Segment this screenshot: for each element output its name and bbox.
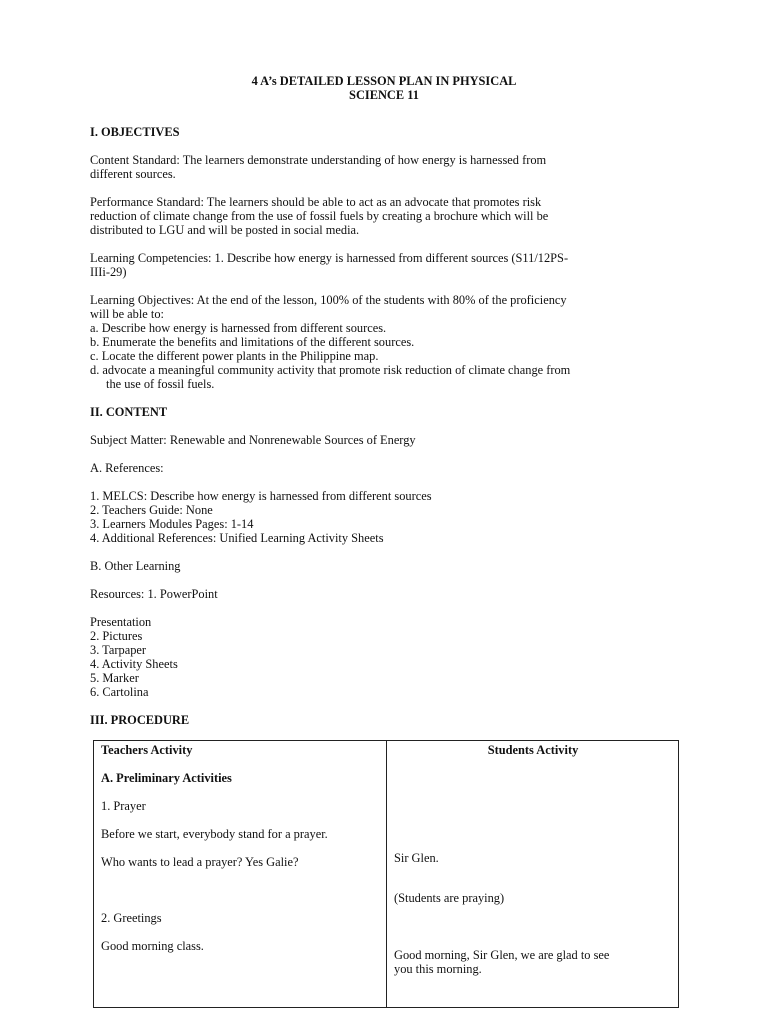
student-line-sir-glen: Sir Glen. [394,851,439,865]
presentation-line: Presentation [90,615,152,629]
document-title-line-1: 4 A’s DETAILED LESSON PLAN IN PHYSICAL [251,74,517,88]
learning-competencies-line-2: IIIi-29) [90,265,127,279]
teacher-line-good-morning: Good morning class. [101,939,204,953]
content-standard-line-2: different sources. [90,167,176,181]
objective-item-d: d. advocate a meaningful community activity that promote risk reduction of climate change from [90,363,571,377]
resource-item: 4. Activity Sheets [90,657,178,671]
reference-item: 2. Teachers Guide: None [90,503,213,517]
teacher-line-stand: Before we start, everybody stand for a prayer. [101,827,328,841]
learning-objectives-line-1: Learning Objectives: At the end of the lesson, 100% of the students with 80% of the proficiency [90,293,567,307]
preliminary-activities: A. Preliminary Activities [101,771,232,785]
performance-standard-line-1: Performance Standard: The learners should be able to act as an advocate that promotes risk [90,195,542,209]
greetings-step: 2. Greetings [101,911,162,925]
references-heading: A. References: [90,461,164,475]
reference-item: 3. Learners Modules Pages: 1-14 [90,517,254,531]
other-learning-heading: B. Other Learning [90,559,181,573]
document-title-line-2: SCIENCE 11 [349,88,419,102]
objective-item-d-continued: the use of fossil fuels. [106,377,215,391]
content-standard-line-1: Content Standard: The learners demonstrate understanding of how energy is harnessed from [90,153,547,167]
reference-item: 1. MELCS: Describe how energy is harnessed from different sources [90,489,432,503]
objective-item-a: a. Describe how energy is harnessed from different sources. [90,321,387,335]
procedure-heading: III. PROCEDURE [90,713,190,727]
performance-standard-line-3: distributed to LGU and will be posted in social media. [90,223,360,237]
student-line-reply-2: you this morning. [394,962,482,976]
performance-standard-line-2: reduction of climate change from the use of fossil fuels by creating a brochure which will be [90,209,549,223]
content-heading: II. CONTENT [90,405,168,419]
student-line-reply-1: Good morning, Sir Glen, we are glad to see [394,948,610,962]
student-line-praying: (Students are praying) [394,891,505,905]
prayer-step: 1. Prayer [101,799,146,813]
objectives-heading: I. OBJECTIVES [90,125,180,139]
students-activity-header: Students Activity [487,743,579,757]
learning-competencies-line-1: Learning Competencies: 1. Describe how energy is harnessed from different sources (S11/12PS- [90,251,569,265]
subject-matter: Subject Matter: Renewable and Nonrenewable Sources of Energy [90,433,416,447]
resource-item: 2. Pictures [90,629,143,643]
teacher-line-who-leads: Who wants to lead a prayer? Yes Galie? [101,855,299,869]
objective-item-c: c. Locate the different power plants in the Philippine map. [90,349,379,363]
teachers-activity-header: Teachers Activity [101,743,193,757]
procedure-table-divider [386,740,387,1008]
objective-item-b: b. Enumerate the benefits and limitations of the different sources. [90,335,415,349]
resources-line: Resources: 1. PowerPoint [90,587,218,601]
reference-item: 4. Additional References: Unified Learning Activity Sheets [90,531,384,545]
learning-objectives-line-2: will be able to: [90,307,164,321]
resource-item: 6. Cartolina [90,685,149,699]
resource-item: 3. Tarpaper [90,643,147,657]
resource-item: 5. Marker [90,671,139,685]
